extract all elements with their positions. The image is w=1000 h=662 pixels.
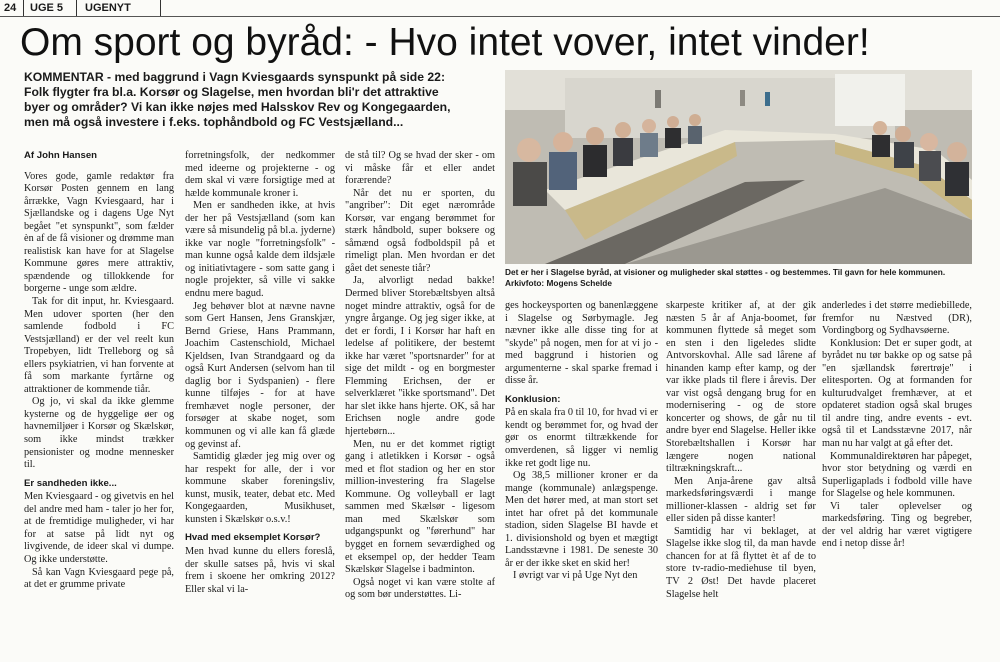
article-column-6	[822, 300, 972, 660]
lead-line: men må også investere i f.eks. tophåndbold og FC Vestsjælland...	[24, 115, 404, 129]
paragraph: Tak for dit input, hr. Kviesgaard. Men udover sporten (her den samlende fodbold i FC Vestsjælland) er der vel reelt kun Tropebyen, lidt Trelleborg og så ellers psykiatrien, vi han forvente at få som markante fyrtårne og attraktioner de kommende tiår.	[24, 296, 174, 395]
paragraph: Samtidig har vi beklaget, at Slagelse ikke slog til, da man havde chancen for at få flyttet èt af de to store tv-radio-mediehuse til byen, TV 2 Øst! Det havde placeret Slagelse helt	[666, 525, 816, 600]
paragraph: Også noget vi kan være stolte af og som bør understøttes. Li-	[345, 576, 495, 601]
article-lead	[24, 70, 500, 130]
header-divider	[76, 0, 77, 16]
paragraph: Og 38,5 millioner kroner er da mange (kommunale) anlægspenge. Men det hører med, at man stort set intet har ofret på det kommunale stadion, siden Slagelse BI havde et 1. divisionshold og byen et mægtigt Landsstævne i 1981. De seneste 30 år er der ikke sket en skid her!	[505, 470, 658, 569]
paragraph: Ja, alvorligt nedad bakke! Dermed bliver Storebæltsbyen altså noget mindre attraktiv, også for de yngre årgange. Og jeg siger ikke, at det er fordi, I i Korsør har haft en ledelse af politikere, der bestemt ikke har været "sportsnarder" for at sige det mildt - og en borgmester Flemming Erichsen, der er selverklæret "ikke sportsmand". Det har slet ikke hans hjerte. OK, så har Erichsen nogle andre gode hjertebørn...	[345, 275, 495, 438]
lead-line: Folk flygter fra bl.a. Korsør og Slagelse, men hvordan bli'r det attraktive	[24, 85, 439, 99]
paragraph: forretningsfolk, der nedkommer med ideerne og projekterne - og dem skal vi være forsigtige med at hælde kommunale kroner i.	[185, 150, 335, 199]
paragraph: Jeg behøver blot at nævne navne som Gert Hansen, Jens Granskjær, Bernd Griese, Hans Prammann, Joachim Castenschiold, Michael Kjeldsen, Ivan Strandgaard og da også Kurt Andersen (selvom han til daglig bor i Sydspanien) - flere kunne tilføjes - for at have fremhævet nogle personer, der forsøger at skabe noget, som kommunen og vi alle kan få glæde og gevinst af.	[185, 300, 335, 450]
subheading: Hvad med eksemplet Korsør?	[185, 532, 321, 544]
header-divider	[23, 0, 24, 16]
paragraph: anderledes i det større mediebillede, fremfor nu Næstved (DR), Vordingborg og Sydhavsøerne.	[822, 300, 972, 337]
issue-label: UGE 5	[30, 2, 64, 14]
paragraph: Når det nu er sporten, du "angriber": Dit eget nærområde Korsør, var engang berømmet for stærk håndbold, super boksere og såmænd også fodboldspil på et rimeligt plan. Men hvordan er det gået det seneste tiår?	[345, 187, 495, 274]
paragraph: Men er sandheden ikke, at hvis der her på Vestsjælland (som kan være så misundelig på bl.a. jyderne) ikke var nogle "forretningsfolk" - man kunne også kalde dem ildsjæle og initiativtagere - som satte gang i nogle projekter, så ville vi sakke endnu mere bagud.	[185, 200, 335, 300]
article-column-1	[24, 150, 174, 660]
paragraph: I øvrigt var vi på Uge Nyt den	[513, 570, 638, 582]
header-divider	[160, 0, 161, 16]
paragraph: På en skala fra 0 til 10, for hvad vi er kendt og berømmet for, og hvad der gør os enormt tiltrækkende for omverdenen, så ligger vi nemlig ikke ret godt lige nu.	[505, 407, 658, 469]
paragraph: Konklusion: Det er super godt, at byrådet nu tør bakke op og satse på "en sjællandsk førertrøje" i elitesporten. Og at formanden for kulturudvalget fremhæver, at et opdateret stadion også skal bruges til andre ting, andre events - evt. også til et Landsstævne 2017, når man nu har valgt at gå efter det.	[822, 337, 972, 450]
article-column-3	[345, 150, 495, 660]
article-column-4	[505, 300, 658, 660]
page-header-bar	[0, 0, 1000, 17]
paragraph: de stå til? Og se hvad der sker - om vi måske får et eller andet forærende?	[345, 150, 495, 187]
article-column-2	[185, 150, 335, 660]
paragraph: Men hvad kunne du ellers foreslå, der skulle satses på, hvis vi skal frem i skoene her omkring 2012? Eller skal vi la-	[185, 545, 335, 595]
paragraph: Samtidig glæder jeg mig over og har respekt for alle, der i vor kommune skaber foreningsliv, kunst, musik, teater, debat etc. Med Kongegaarden, Musikhuset, kunsten i Skælskør o.s.v.!	[185, 451, 335, 525]
paragraph: Men Kviesgaard - og givetvis en hel del andre med ham - taler jo her for, at de fremtidige muligheder, vi har for at satse på lidt nyt og livgivende, de ideer skal vi dumpe. Og ikke understøtte.	[24, 491, 174, 565]
article-byline: Af John Hansen	[24, 150, 98, 161]
paragraph: Kommunaldirektøren har påpeget, hvor stor betydning og værdi en Superligaplads i fodbold ville have for Slagelse og hele kommunen.	[822, 450, 972, 500]
paragraph: skarpeste kritiker af, at der gik næsten 5 år af Anja-boomet, før kommunen flyttede så meget som en sten i den ligeledes slidte Antvorskovhal. Alle sad lårene af hinanden kamp efter kamp, og der var ikke plads til flere i årevis. Der var vist også dengang brug for en modernisering - og de store koncerter og shows, de går nu til andre byer end Slagelse. Heller ikke Storebæltshallen i Korsør har længere nogen national tiltrækningskraft...	[666, 300, 816, 475]
council-meeting-photo	[505, 70, 972, 264]
lead-line: KOMMENTAR - med baggrund i Vagn Kviesgaards synspunkt på side 22:	[24, 70, 445, 84]
paragraph: Og jo, vi skal da ikke glemme kysterne og de hyggelige øer og havnemiljøer i Korsør og Skælskør, som ikke mindst trækker pensionister og modne mennesker til.	[24, 396, 174, 471]
caption-text: Det er her i Slagelse byråd, at visioner og muligheder skal støttes - og bestemmes. Til gavn for hele kommunen.	[505, 267, 946, 277]
paragraph: Så kan Vagn Kviesgaard pege på, at det er grumme private	[24, 566, 174, 591]
paragraph: Men Anja-årene gav altså markedsføringsværdi i mange millioner-klassen - aldrig set før eller siden på disse kanter!	[666, 475, 816, 525]
council-meeting-photo-illustration	[505, 70, 972, 264]
subheading: Er sandheden ikke...	[24, 477, 117, 489]
paragraph: Vi taler oplevelser og markedsføring. Ting og begreber, der vel aldrig har været vigtigere end i netop disse år!	[822, 500, 972, 550]
photo-caption	[505, 267, 975, 289]
paragraph: ges hockeysporten og banenlæggene i Slagelse og Sørbymagle. Jeg nævner ikke alle disse ting for at "skyde" på nogen, men for at vi jo - med baggrund i historien og argumenterne - skal sparke fremad i disse år.	[505, 300, 658, 387]
photo-credit: Arkivfoto: Mogens Schelde	[505, 278, 612, 288]
paragraph: Vores gode, gamle redaktør fra Korsør Posten gennem en lang årrække, Vagn Kviesgaard, har i Sjællandske og i dagens Uge Nyt begået "et synspunkt", som fælder èn af de få visioner og drømme man realistisk kan have for at Slagelse Kommune gøres mere attraktiv, spændende og tillokkende for borgerne - unge som ældre.	[24, 170, 174, 295]
section-label: UGENYT	[85, 2, 131, 14]
page-number: 24	[4, 2, 17, 14]
paragraph: Men, nu er det kommet rigtigt gang i atletikken i Korsør - også med et flot stadion og her en stor million-investering fra Slagelse Kommune. Og volleyball er lagt sammen med Skælsør - ligesom man med Skælskør som udgangspunkt og "førerhund" har bygget en fornem seværdighed og et eksempel op, der hedder Team Skælskør Slagelse i badminton.	[345, 438, 495, 576]
article-headline: Om sport og byråd: - Hvo intet vover, intet vinder!	[20, 21, 870, 64]
lead-line: byer og områder? Vi kan ikke nøjes med Halsskov Rev og Kongegaarden,	[24, 100, 451, 114]
subheading: Konklusion:	[505, 393, 561, 405]
article-column-5	[666, 300, 816, 660]
